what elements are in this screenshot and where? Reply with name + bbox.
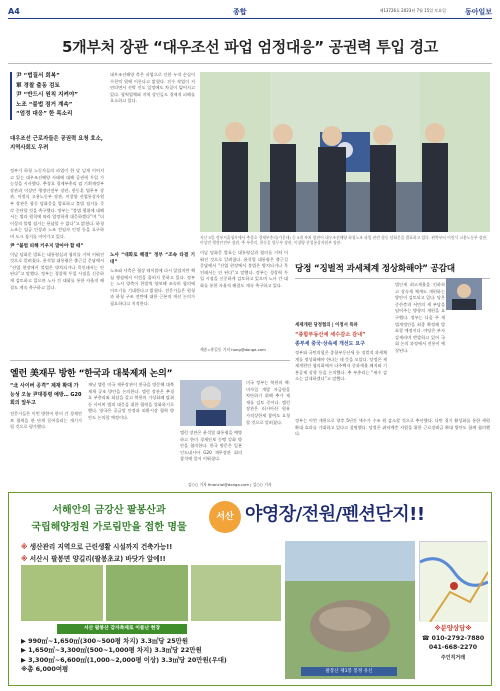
lead-point: 軍 경찰 출동 검토 <box>16 82 60 89</box>
section-label: 종합 <box>233 8 247 16</box>
article-paragraph: 이날 담화문 발표는 대통령실과 협의를 거쳐 이뤄진 것으로 알려졌다. 윤석열 대통령은 출근길 문답에서 “산업 현장에서 불법은 방치되거나 묵인돼서는 안 된다”고 말했다. 정부는 경찰력 투입 시점을 신중하게 검토하고 있으며 노사 간 대화를 통한 자율적 해결도 계속 촉구하고 있다. <box>10 251 104 290</box>
article-paragraph: 이날 담화문 발표는 대통령실과 협의를 거쳐 이뤄진 것으로 알려졌다. 윤석열 대통령은 출근길 문답에서 “산업 현장에서 불법은 방치되거나 묵인돼서는 안 된다”고 말했다. 정부는 경찰력 투입 시점을 신중하게 검토하고 있으며 노사 간 대화를 통한 자율적 해결도 계속 촉구하고 있다. <box>200 250 288 288</box>
lead-points <box>10 72 94 120</box>
price-item: ▶ 3,300㎡~6,600㎡(1,000~2,000평 이상) 3.3㎡당 20만원(우대) <box>21 655 227 664</box>
site-photo <box>21 565 103 621</box>
article-byline: 세종=홍길동 기자 hong@donga.com <box>200 347 266 352</box>
lead-point: 노조 “불법 점거 계속” <box>16 101 73 108</box>
ad-location-badge: 서산 <box>209 501 241 533</box>
article-midhead: 노사 “대화로 해결” 정부 “조속 타결 기대” <box>110 253 195 265</box>
main-headline: 5개부처 장관 “대우조선 파업 엄정대응” 공권력 투입 경고 <box>62 38 438 56</box>
page-number: A4 <box>8 7 20 16</box>
article-column <box>10 168 104 353</box>
newspaper-brand: 동아일보 <box>464 8 492 16</box>
press-briefing-illustration <box>200 72 490 232</box>
contact-phone: 041-668-2270 <box>428 644 478 651</box>
photo-caption: 지난 5일 정부서울청사에서 추경호 경제부총리(가운데) 등 5개 부처 장관이 대우조선해양 하청노조 파업 관련 합동 담화문을 발표하고 있다. 왼쪽부터 이정식 고용노동부 장관, 이상민 행정안전부 장관, 추 부총리, 한동훈 법무부 장관, 이창양 산업통상자원부 장관. <box>200 235 488 245</box>
article-column <box>88 382 174 480</box>
note-mark: ※ <box>21 543 28 551</box>
article-paragraph: 전문가들은 이번 방한이 한미 간 경제안보 협력을 한 단계 끌어올리는 계기가 될 것으로 평가했다. <box>10 411 82 430</box>
yellen-photo <box>180 380 242 426</box>
opinion-paragraph: 법인세 최고세율을 인하하고 상속세 체계도 개편하는 방안이 검토되고 있다. 당은 중산층과 서민의 세 부담을 덜어주는 방향의 개편을 요구했다. 정부는 다음 주 세법개정안을 최종 확정해 발표할 예정이다. 야당은 부자 감세라며 반발하고 있어 국회 논의 과정에서 진통이 예상된다. <box>395 282 445 353</box>
ad-note <box>21 553 166 563</box>
ad-contact <box>419 623 487 661</box>
rock-photo-caption: 팔봉산 제1봉 봉정 유신 <box>301 667 397 676</box>
article-paragraph: 정부가 하청 노동자들의 파업이 한 달 넘게 이어지고 있는 대우조선해양 사태에 대해 공권력 투입 가능성을 시사했다. 추경호 경제부총리 겸 기획재정부 장관과 이상민 행정안전부 장관, 한동훈 법무부 장관, 이정식 고용노동부 장관, 이창양 산업통상자원부 장관은 합동 담화문을 발표하고 불법 점거를 즉각 중단할 것을 촉구했다. 정부는 “불법 행위에 대해서는 법과 원칙에 따라 엄정하게 대응하겠다”며 “더 이상의 불법 점거는 용납할 수 없다”고 밝혔다. 하청 노조는 임금 인상과 노조 전임자 인정 등을 요구하며 도크 점거를 이어가고 있다. <box>10 168 104 239</box>
article-column <box>246 380 290 480</box>
article-column <box>180 430 242 480</box>
article-paragraph: 미국 정부는 북한의 핵·미사일 개발 자금원을 차단하기 위해 추가 제재를 검토 중이다. 옐런 장관은 러시아산 원유 가격상한제 참여도 요청할 것으로 알려졌다. <box>246 380 290 425</box>
ad-line2: 국립해양정원 가로림만을 접한 명물 <box>31 522 187 533</box>
price-item: ※총 6,000여평 <box>21 665 69 674</box>
press-briefing-photo <box>200 72 490 232</box>
opinion-subhead: “종합부동산세 세수감소 감내” <box>295 332 366 338</box>
contact-phone: ☎ 010-2792-7880 <box>421 635 485 642</box>
site-photo <box>191 565 281 621</box>
ad-note-text: 생산관리 지역으로 근린생활 시설까지 건축가능!! <box>29 543 173 551</box>
real-estate-ad <box>8 492 492 686</box>
secondary-headline: 옐런 美재무 방한 “한국과 대북제재 논의” <box>10 360 290 379</box>
contact-heading: ※분양상담※ <box>434 624 472 632</box>
lead-point: 尹 “반드시 원칙 지켜야” <box>16 92 79 98</box>
site-photo-caption: 서산 팔봉산 감자축제로 이름난 현장 <box>57 624 187 634</box>
author-photo <box>446 278 482 310</box>
issue-info: 제13726호 2023년 7월 15일 토요일 <box>379 8 446 13</box>
site-photo <box>106 565 188 621</box>
opinion-paragraph: 정부는 이번 개편으로 향후 5년간 세수가 수조 원 감소할 것으로 추산했다. 다만 경기 활성화를 통한 세원 확대 효과를 기대하고 있다고 설명했다. 당정은 취약계층 지원을 위한 근로장려금 확대 방안도 함께 협의했다. <box>295 418 490 437</box>
article-column <box>200 250 288 346</box>
ad-line1: 서해안의 금강산 팔봉산과 <box>52 505 166 516</box>
contact-note: 주인직거래 <box>440 655 466 661</box>
article-midhead: 尹 “불법 피해 키우지 말아야 할 때” <box>10 243 84 249</box>
price-list <box>21 637 227 675</box>
article-byline: 김○○ 기자 financial@donga.com | 김○○ 기자 <box>188 482 272 487</box>
note-mark: ※ <box>21 555 28 563</box>
article-paragraph: 옐런 장관은 윤석열 대통령을 예방하고 한미 경제안보 동맹 강화 방안을 협의한다. 한국 방문은 일본 인도네시아 G20 재무장관 회의 참석에 앞서 이뤄졌다. <box>180 430 242 462</box>
opinion-continued <box>295 418 490 480</box>
location-map <box>419 541 487 621</box>
price-item: ▶ 990㎡~1,650㎡(300~500평 차지) 3.3㎡당 25만원 <box>21 637 189 645</box>
secondary-subhead: “北 사이버 공격” 제재 확대 가능성 오늘 尹대통령 예방… G20 회의 앞두고 <box>10 383 82 407</box>
lead-point: “엄정 대응” 한 목소리 <box>16 111 73 117</box>
ad-note <box>21 541 172 551</box>
page-header <box>8 7 492 19</box>
article-column <box>110 250 195 352</box>
price-item: ▶ 1,650㎡~3,300㎡(500~1,000평 차지) 3.3㎡당 22만원 <box>21 646 202 655</box>
article-paragraph: 재닛 옐런 미국 재무장관이 한국을 방문해 대북제재 공조 방안을 논의한다. 옐런 장관은 추경호 부총리와 회담을 갖고 북한의 가상화폐 탈취 등 사이버 범죄 대응을 위한 협력을 강화하기로 했다. 양국은 공급망 안정과 외환시장 협력 방안도 논의할 예정이다. <box>88 382 174 420</box>
lead-subhead: 대우조선 근로자들은 공권력 요청 호소, 지역사회도 우려 <box>10 136 103 151</box>
opinion-title: 당정 “징벌적 과세체계 정상화해야” 공감대 <box>295 262 490 279</box>
lead-point: 尹 “법질서 회복” <box>16 73 60 79</box>
article-column <box>10 411 82 479</box>
rock-monument-photo <box>285 541 415 679</box>
opinion-subhead: 종부세 중국·상속세 개선도 요구 <box>295 341 365 347</box>
ad-title: 야영장/전원/펜션단지!! <box>245 504 425 525</box>
ad-note-text: 서산시 팔봉면 양길리(팔봉초교) 바닷가 앞에!! <box>29 555 166 563</box>
opinion-paragraph: 정부와 국민의힘은 종합부동산세 등 징벌적 과세체계를 정상화해야 한다는 데 뜻을 모았다. 당정은 세제개편안 협의회에서 다주택자 중과세율 폐지와 기본공제 상향 등을 논의했다. 추 부총리는 “세수 감소는 감내하겠다”고 말했다. <box>295 350 387 382</box>
article-paragraph: 노조와 사측은 협상 테이블에 다시 앉았지만 핵심 쟁점에서 이견을 좁히지 못하고 있다. 정부는 노사 양측이 한발씩 양보해 조속히 합의에 이르기를 기대한다고 밝혔다. 전문가들은 원청과 하청 구조 전반에 대한 근본적 개선 논의가 필요하다고 지적한다. <box>110 268 195 306</box>
article-paragraph: 대우조선해양 측은 파업으로 인한 누적 손실이 수천억 원에 이른다고 밝혔다. 진수 작업이 지연되면서 선박 인도 일정에도 차질이 빚어지고 있다. 협력업체와 지역 상인들도 경제적 피해를 호소하고 있다. <box>110 72 195 104</box>
headline-divider <box>8 63 492 64</box>
opinion-author: 세제개편 당정협의 | 이정서 특파 <box>295 323 358 328</box>
article-column <box>110 72 195 186</box>
